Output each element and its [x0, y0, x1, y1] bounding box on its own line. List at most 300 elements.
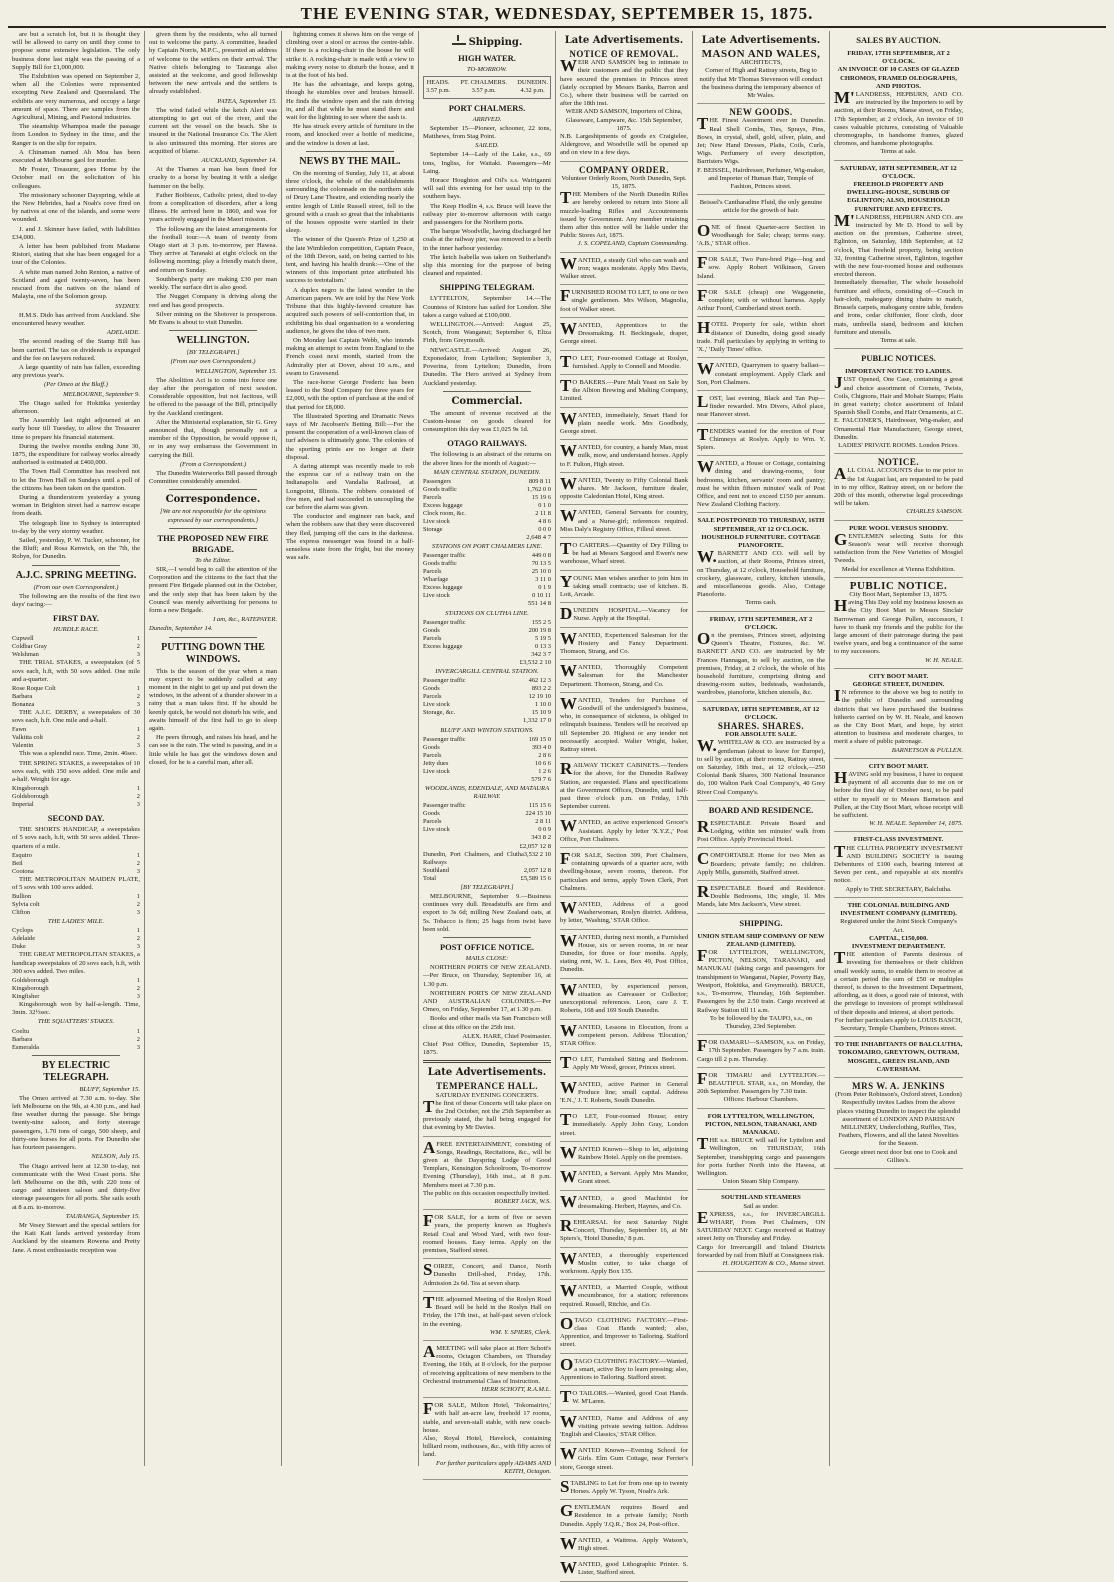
table-total: 342 3 7 [531, 650, 551, 658]
table-row [423, 592, 551, 600]
tide-entry: HEADS. 3.57 p.m. [426, 79, 451, 95]
byline: (From our own Correspondent.) [170, 358, 256, 366]
row-value: 0 10 11 [532, 592, 551, 600]
article-text: The Omeo arrived at 7.30 a.m. to-day. She left Melbourne on the 9th, at 4.30 p.m., and had fine weather during the passage. She brings twenty-nine saloon, and forty steerage passengers, 1.70 tons of cargo, 500 sheep, and thirty-one horses for all ports. For Dunedin she has fourteen passengers. [12, 1094, 140, 1152]
table-row [423, 818, 551, 826]
row-value: 3 [136, 993, 140, 1001]
article-headline: THE PROPOSED NEW FIRE BRIGADE. [157, 532, 269, 554]
row-value: 155 2 5 [531, 618, 551, 626]
article-text: During the twelve months ending June 30, 1875, the expenditure for railway works already authorised is estimated at £460,000. [12, 442, 140, 467]
advertisement: Beissel's Cantharadine Fluid, the only genuine article for the growth of hair. [697, 197, 825, 219]
advertisement: WANTED, a House or Cottage, containing dining and drawing-rooms, four bedrooms, kitchen, servants' room and pantry; must be within fifteen minutes' walk of Post Office, and rent not to exceed £150 per annum. New Zealand Clothing Factory. [697, 458, 825, 513]
advertisement: CITY BOOT MART. GEORGE STREET, DUNEDIN. IN reference to the above we beg to notify to the public of Dunedin and surrounding districts that we have purchased the business hitherto carried on by W. H. Neale, and known as the City Boot Mart, and hope, by strict attention to business and moderate charges, to merit a share of public patronage. BARNETSON & PULLEN. [834, 671, 963, 759]
advertisement: WANTED, Quarrymen to quarry ballast—constant employment. Apply Clark and Son, Port Chalmers. [697, 360, 825, 391]
advertisement: GENTLEMAN requires Board and Residence in a private family; North Dunedin. Apply 'J.Q.R.,' Box 24, Post-office. [560, 1502, 688, 1533]
dateline: MELBOURNE, September 9. [63, 390, 140, 398]
column-4 [419, 31, 556, 1475]
row-label: Excess luggage [423, 642, 463, 650]
row-value: 12 19 10 [528, 693, 551, 701]
article-text: On the morning of Sunday, July 11, at about three o'clock, the whole of the establishments surrounding the colonnade on the northern side of Drury Lane Theatre, and extending nearly the entire length of Little Russell street, fell to the ground with a crash so great that the inhabitants of the houses opposite were startled in their sleep. [286, 169, 414, 235]
advertisement: NOTICE OF REMOVAL. WEIR AND SAMSON beg to intimate to their customers and the public that they have secured the premises in Princes street (lately occupied by Messrs Banks, Barron and Co.), where their business will be carried on after the 18th inst. WEIR AND SAMSON, Importers of China, Glassware, Lampware, &c. 15th September, 1875. N.B. Largeshipments of goods ex Craigielee, Aldergrove, and Woodville will be opened up and on view in a few days. [560, 48, 688, 162]
summary-table [423, 851, 551, 875]
article-text: The missionary schooner Dayspring, while at the New Hebrides, had a Noah's cove fired on by natives at one of the islands, and some were wounded. [12, 191, 140, 224]
row-value: 70 13 5 [531, 560, 551, 568]
article-text: The conductor and engineer ran back, and when the robbers saw that they were discovered they fled, jumping off the cars in the darkness. The express messenger was found in a half-senseless state from the fright, but the money was safe. [286, 513, 414, 562]
dateline: Dunedin, September 14. [149, 625, 213, 633]
advertisement: WANTED, during next month, a Furnished House, six or seven rooms, in or near Dunedin, for three or four months. Apply, stating rent, W. L. Lees, Box 49, Post Office, Dunedin. [560, 932, 688, 979]
advertisement: COMPANY ORDER. Volunteer Orderly Room, North Dunedin, Sept. 15, 1875. THE Members of the North Dunedin Rifles are hereby ordered to return into Store all muzzle-loading Rifles and Accoutrements issued by Government. Any member retaining them after this notice will be liable under the Public Stores Act, 1875. J. S. COPELAND, Captain Commanding. [560, 164, 688, 253]
row-label: Passenger traffic [423, 677, 466, 685]
row-label: Excess luggage [423, 501, 463, 509]
advertisement: SATURDAY, 18TH SEPTEMBER, AT 12 O'CLOCK. FREEHOLD PROPERTY AND DWELLING-HOUSE, SUBURB OF EGLINTON; ALSO, HOUSEHOLD FURNITURE AND EFFECTS. M'LANDRESS, HEPBURN AND CO. are instructed by Mr D. Hood to sell by auction on the premises, Catherine street, Eglinton, on Saturday, 18th September, at 12 o'clock, That freehold property, being section 32, fronting Catherine street, Eglinton, together with the new four-roomed house and outhouses erected thereon. Immediately thereafter, The whole household furniture and effects, consisting of—Couch in hair-cloth, mahogany dining chairs to match, Brussels carpets, mahogany centre table, fenders and irons, cedar chiffonier, floor cloth, door mats, umbrella stand, bedroom and kitchen furniture and utensils. Terms at sale. [834, 163, 963, 349]
advertisement: TO LET, Four-roomed Cottage at Roslyn, furnished. Apply to Connell and Moodie. [560, 353, 688, 375]
row-value: 449 0 8 [531, 552, 551, 560]
notice-text: NORTHERN PORTS OF NEW ZEALAND.—Per Bruce, on Thursday, September 16, at 1.30 p.m. [423, 964, 551, 988]
article-text: SIR,—I would beg to call the attention of the Corporation and the citizens to the fact that the present Fire Brigade planned out in the October, and the only step that has been taken by the Council was merely advertising for persons to form a new Brigade. [149, 565, 277, 614]
subheading: MAILS CLOSE: [465, 954, 509, 962]
row-label: Passenger traffic [423, 802, 466, 810]
article-text: The Assembly last night adjourned at an early hour till Tuesday, to allow the Treasurer time to prepare his financial statement. [12, 417, 140, 441]
advertisement: SALE POSTPONED TO THURSDAY, 16TH SEPTEMBER, AT 12 O'CLOCK. HOUSEHOLD FURNITURE. COTTAGE PIANOFORTE. W.BARNETT AND CO. will sell by auction, at their Rooms, Princes street, on Thursday, at 12 o'clock, Household furniture, crockery, glassware, cutlery, kitchen utensils, and miscellaneous goods. Also, Cottage Pianoforte. Terms cash. [697, 515, 825, 611]
row-value: 393 4 0 [531, 743, 551, 751]
tide-entry: PT. CHALMERS. 3.57 p.m. [460, 79, 507, 95]
article-text: THE SPRING STAKES, a sweepstakes of 10 sovs each, with 150 sovs added. One mile and a-half. Weight for age. [12, 759, 140, 784]
advertisement: PUBLIC NOTICE. City Boot Mart, September 13, 1875. Having This Day sold my business known as the City Boot Mart to Messrs Sinclair Barrowman and George Pullen, successors, I have to thank my friends and the public for the large amount of their patronage during the past twelve years, and beg a continuance of the same to my successors. W. H. NEALE. [834, 580, 963, 669]
notice-text: NORTHERN PORTS OF NEW ZEALAND AND AUSTRALIAN COLONIES.—Per Omeo, on Friday, September 17, at 1.30 p.m. [423, 989, 551, 1014]
section-heading: BY ELECTRIC TELEGRAPH. [41, 1059, 111, 1083]
row-label: Live stock [423, 517, 450, 525]
row-value: 2 [136, 935, 140, 943]
table-row [12, 901, 140, 909]
notice-location: Chief Post Office, Dunedin, September 15, 1875. [423, 1041, 551, 1057]
article-text: THE TRIAL STAKES, a sweepstakes (of 5 sovs each, h.ft, with 50 sovs added. One mile and a-quarter. [12, 659, 140, 683]
section-heading: Late Advertisements. [564, 35, 684, 46]
article-text: After the Ministerial explanation, Sir G. Grey announced that, though personally not a member of the Opposition, he would oppose it, or in any way embarrass the Government in carrying the Bill. [149, 418, 277, 459]
table-row [12, 935, 140, 943]
article-text: The Exhibition was opened on September 2, when all the Colonies were represented excepting New Zealand and Queensland. The exhibits are very numerous, and occupy a large amount of space. There are samples from the Agricultural, Mining, and Pastoral industries. [12, 73, 140, 122]
table-row [12, 685, 140, 693]
table-row [423, 851, 551, 867]
row-value: 1 [136, 893, 140, 901]
subheading: PORT CHALMERS. [448, 102, 526, 113]
results-table [12, 977, 140, 1001]
advertisement: FOR SALE, Section 399, Port Chalmers, containing upwards of a quarter acre, with dwelling-house, seven rooms, thereon. For particulars and terms, apply Town Clerk, Port Chalmers. [560, 850, 688, 897]
row-value: 1 [136, 851, 140, 859]
advertisement: LOST, last evening, Black and Tan Pup—finder rewarded. Mrs Divers, Athol place, near Hanover street. [697, 393, 825, 424]
table-row [12, 651, 140, 659]
shipping-text: The Keep Hodlin 4, s.s. Bruce will leave the railway pier to-morrow afternoon with cargo and passengers for the Northern ports. [423, 202, 551, 227]
advertisement: MRS W. A. JENKINS (From Peter Robinson's, Oxford street, London) Respectfully invites Ladies from the above places visiting Dunedin to inspect the splendid assortment of LONDON AND PARISIAN MILLINERY, Underclothing, Ruffles, Ties, Feathers, Flowers, and all the latest Novelties for the Season. George street next door but one to Cook and Gillies's. [834, 1080, 963, 1169]
commercial-text: MELBOURNE, September 9.—Business continues very dull. Breadstuffs are firm and export to 3s 6d; milling New Zealand oats, at 5s. Tobacco is firm; 25 bags from twist have been sold. [423, 892, 551, 933]
returns-table [423, 619, 551, 651]
shipping-text: September 14—Lady of the Lake, s.s., 69 tons, Ingliss, for Waitaki. Passengers—Mr Laing. [423, 151, 551, 175]
table-row [423, 744, 551, 752]
table-row [12, 909, 140, 917]
row-value: 4 8 6 [538, 517, 551, 525]
table-row [423, 568, 551, 576]
row-label: Passenger traffic [423, 552, 466, 560]
returns-table [423, 802, 551, 834]
advertisement: WANTED, active Partner in General Produce line; small capital. Address 'E.N.,' J. T. Roberts, South Dunedin. [560, 1079, 688, 1110]
article-text: The race-horse George Frederic has been leased to the Stud Company for three years for £2,000, with the option of purchase at the end of that period for £8,000. [286, 378, 414, 411]
row-label: Cupwell [12, 635, 34, 643]
article-text: The second reading of the Stamp Bill has been carried. The tax on dividends is expunged and the fee on lawyers reduced. [12, 338, 140, 362]
advertisement: WANTED, a steady Girl who can wash and iron; wages moderate. Apply Mrs Davis, Walker street. [560, 255, 688, 286]
advertisement: CITY BOOT MART. HAVING sold my business, I have to request payment of all accounts due to me on or before the first day of October next, to be paid either to myself or to Messrs Barnetson and Pullen, at the City Boot Mart, whose receipt will be sufficient. W. H. NEALE. September 14, 1875. [834, 761, 963, 833]
article-text: THE GREAT METROPOLITAN STAKES, a handicap sweepstakes of 20 sovs each, h.ft, with 300 sovs added. Two miles. [12, 951, 140, 975]
subheading: SHIPPING TELEGRAM. [439, 282, 535, 293]
column-1 [8, 31, 145, 1466]
table-row [423, 768, 551, 776]
table-row [423, 635, 551, 643]
row-label: Live stock [423, 701, 450, 709]
table-row [423, 526, 551, 534]
row-label: Live stock [423, 767, 450, 775]
advertisement: NEW GOODS. THE Finest Assortment ever in Dunedin. Real Shell Combs, Ties, Sprays, Pins, Bows, in crystal, shell, gold, silver, plain, and Jet; New Hand Dresses, Plaits, Coils, Curls, Wigs. Perfumery of every description, Barristers Wigs. F. BEISSEL, Hairdresser, Perfumer, Wig-maker, and Importer of Human Hair, Temple of Fashion, Princes street. [697, 106, 825, 195]
row-value: 2 [136, 1035, 140, 1043]
article-text: The following are the latest arrangements for the football tour:—A team of twenty from Otago start at 3 p.m. to-morrow, per Hawea. They arrive at Taranaki at eight o'clock on the following morning; play a friendly match there, and return on Sunday. [149, 225, 277, 274]
advertisement: IMPORTANT NOTICE TO LADIES. JUST Opened, One Case, containing a great and choice assortment of Cornets, Twists, Coils, Chignons, Hair and Mohair Stamps; Plaits in great variety; choice assortment of Inlaid Spanish Shell Combs, and Hair Ornaments, at C. E. FALCONER'S, Hairdresser, Wig-maker, and Ornamental Hair Manufacturer, George street, Dunedin. LADIES' PRIVATE ROOMS. London Prices. [834, 366, 963, 454]
row-label: Excess luggage [423, 584, 463, 592]
advertisement: SOIREE, Concert, and Dance, North Dunedin Drill-shed, Friday, 17th. Admission 2s 6d. Tea at seven sharp. [423, 1261, 551, 1292]
advertisement: TO LET, Four-roomed House; entry immediately. Apply John Gray, London street. [560, 1111, 688, 1142]
row-value: 0 1 0 [538, 501, 551, 509]
table-total: 579 7 6 [531, 775, 551, 783]
byline: (From a Correspondent.) [179, 460, 247, 468]
row-label: Fawn [12, 726, 27, 734]
column-6 [693, 31, 830, 1466]
advertisement: WANTED, for country, a handy Man, must milk, mow, and understand horses. Apply to F. Fulton, High street. [560, 442, 688, 473]
advertisement: COMFORTABLE Home for two Men as Boarders; private family; no children. Apply Mills, gunsmith, Stafford street. [697, 850, 825, 881]
article-text: A Chinaman named Ah Moa has been executed at Melbourne gaol for murder. [12, 148, 140, 165]
byline: [BY TELEGRAPH.] [186, 349, 240, 357]
advertisement: FOR OAMARU—SAMSON, s.s. on Friday, 17th September. Passengers by 7 a.m. train. Cargo till 2 p.m. Thursday. [697, 1037, 825, 1068]
advertisement: WANTED, Lessons in Elocution, from a competent person. Address 'Elocution,' STAR Office. [560, 1022, 688, 1053]
section-heading: Shipping. [423, 35, 551, 49]
row-label: Goldsborough [12, 793, 49, 801]
row-value: 462 12 3 [528, 677, 551, 685]
advertisement: WANTED, immediately, Smart Hand for plain needle work. Mrs Goodbody, George street. [560, 410, 688, 441]
row-value: 2 [136, 734, 140, 742]
row-label: Bonanza [12, 701, 35, 709]
row-value: 2 [136, 901, 140, 909]
advertisement: TO THE INHABITANTS OF BALCLUTHA, TOKOMAIRO, GREYTOWN, OUTRAM, MOSGIEL, GREEN ISLAND, AND CAVERSHAM. [834, 1039, 963, 1078]
table-caption: BLUFF AND WINTON STATIONS. [440, 726, 534, 734]
article-text: At the Thames a man has been fined for cruelty to a horse by beating it with a sledge hammer on the belly. [149, 166, 277, 190]
row-value: 2 [136, 793, 140, 801]
advertisement: RESPECTABLE Private Board and Lodging, within ten minutes' walk from Post Office. Apply Provincial Hotel. [697, 818, 825, 849]
row-value: 25 10 0 [531, 568, 551, 576]
table-row [12, 943, 140, 951]
row-value: 2 [136, 693, 140, 701]
summary-total: Total £5,589 15 6 [423, 874, 551, 882]
row-label: Passenger traffic [423, 618, 466, 626]
commercial-text: The amount of revenue received at the Custom-house on goods cleared for consumption this day was £1,025 9s 1d. [423, 409, 551, 434]
advertisement: WANTED, good Lithographic Printer. S. Lister, Stafford street. [560, 1559, 688, 1581]
shipping-text: September 15—Pioneer, schooner, 22 tons, Matthews, from Stag Point. [423, 124, 551, 141]
row-value: 2 8 11 [535, 818, 551, 826]
article-text: The winner of the Queen's Prize of 1,250 at the late Wimbledon competition, Captain Peace, of the 18th Devon, said, on being carried to his tent, and having his health drunk:—'One of the winners of this important prize attributed his success to teetotalism.' [286, 236, 414, 285]
row-label: Live stock [423, 826, 450, 834]
advertisement: THE COLONIAL BUILDING AND INVESTMENT COMPANY (LIMITED). Registered under the Joint Stock Company's Act. CAPITAL, £150,000. INVESTMENT DEPARTMENT. THE attention of Parents desirous of investing for themselves or their children small weekly sums, to enable them to receive at a certain period the sum of £50 or multiples thereof, is drawn to the Investment Department, affording, as it does, a good rate of interest, with the privilege to investors of prompt withdrawal of their deposits and interest, at short periods. For further particulars apply to LOUIS BASCH, Secretary, Temple Chambers, Princes street. [834, 900, 963, 1037]
advertisement: WANTED, Twenty to Fifty Colonial Bank shares. Mr Jackson, furniture dealer, opposite Caledonian Hotel, King street. [560, 475, 688, 506]
row-label: Beil [12, 859, 23, 867]
row-value: 3 [136, 943, 140, 951]
newspaper-title: THE EVENING STAR, WEDNESDAY, SEPTEMBER 15, 1875. [300, 4, 814, 23]
row-label: Parcels [423, 493, 442, 501]
advertisement: FRIDAY, 17TH SEPTEMBER, AT 2 O'CLOCK. AN INVOICE OF 10 CASES OF GLAZED CHROMOS, FRAMED OLEOGRAPHS, AND PHOTOS. M'LANDRESS, HEPBURN, AND CO. are instructed by the Importers to sell by auction, at their Rooms, Manse street, on Friday, 17th September, at 2 o'clock, An invoice of 10 cases valuable pictures, consisting of Valuable chromographs, in handsome frames, glazed chromos, and handsome photographs. Terms at sale. [834, 48, 963, 161]
article-text: Silver mining on the Shotover is prosperous. Mr Evans is about to visit Dunedin. [149, 310, 277, 326]
dateline: TAURANGA, September 15. [65, 1212, 140, 1220]
table-row [12, 742, 140, 750]
table-row [423, 709, 551, 717]
column-5 [556, 31, 693, 1578]
subheading: OTAGO RAILWAYS. [447, 438, 527, 449]
returns-table [423, 677, 551, 717]
dateline: SYDNEY. [115, 302, 140, 310]
table-row [12, 868, 140, 876]
byline: (From our own Correspondent.) [33, 583, 119, 591]
row-label: Goods [423, 810, 440, 818]
article-text: The telegraph line to Sydney is interrupted to-day by the very stormy weather. [12, 519, 140, 535]
row-value: 0 13 3 [535, 642, 551, 650]
row-label: Kingfisher [12, 993, 40, 1001]
advertisement: MASON AND WALES, ARCHITECTS, Corner of High and Rattray streets, Beg to notify that Mr Thomas Stevenson will conduct the business during the temporary absence of Mr Wales. [697, 48, 825, 104]
table-row [423, 760, 551, 768]
table-total: £3,532 2 10 [519, 658, 551, 666]
race-name: THE SQUATTERS' STAKES. [37, 1018, 115, 1026]
table-row [423, 701, 551, 709]
article-text: THE METROPOLITAN MAIDEN PLATE, of 5 sovs with 100 sovs added. [12, 875, 140, 892]
byline: (Per Omeo at the Bluff.) [44, 381, 108, 389]
article-text: The Abolition Act is to come into force one day after the prorogation of next session. Considerable opposition, but not factious, will be offered to the passage of the Bill, principally by the Auckland contingent. [149, 376, 277, 417]
row-value: 3 [136, 801, 140, 809]
table-row [423, 560, 551, 568]
results-table [12, 685, 140, 709]
advertisement: STABLING to Let for from one up to twenty Horses. Apply W. Tyson, Noah's Ark. [560, 1478, 688, 1500]
shipping-text: NEWCASTLE.—Arrived: August 26, Exponedator, from Lyttelton; September 3, Poverina, from Lyttelton; Dunedin, from Dunedin. The Hero arrived at Sydney from Auckland yesterday. [423, 346, 551, 387]
advertisement: THE adjourned Meeting of the Roslyn Road Board will be held in the Roslyn Hall on Friday, the 17th inst., at half-past seven o'clock in the evening. WM. Y. SPIERS, Clerk. [423, 1294, 551, 1341]
article-text: He has struck every article of furniture in the room, and knocked over a bottle of medicine, and the window is down at last. [286, 123, 414, 147]
table-row [12, 635, 140, 643]
table-caption: INVERCARGILL CENTRAL STATION. [435, 668, 539, 676]
advertisement: FOR LYTTELTON, WELLINGTON, PICTON, NELSON, TARANAKI, AND MANAKAU. THE s.s. BRUCE will sail for Lyttelton and Wellington, on THURSDAY, 16th September, transhipping cargo and passengers for ports further North into the Hawea, at Wellington. Union Steam Ship Company. [697, 1111, 825, 1191]
article-text: Southberg's party are making £30 per man weekly. The surface dirt is also good. [149, 275, 277, 292]
signature: ALEX. HARE, Chief Postmaster. [462, 1032, 551, 1040]
row-value: 0 0 9 [538, 826, 551, 834]
column-7 [830, 31, 967, 1466]
row-value: 1 [136, 1027, 140, 1035]
tide-date: TO-MORROW. [466, 66, 508, 73]
row-value: 3 [136, 1043, 140, 1051]
table-row [12, 1044, 140, 1052]
article-text: During a thunderstorm yesterday a young woman in Brighton street had a narrow escape from death. [12, 493, 140, 518]
section-heading: Commercial. [451, 395, 523, 407]
article-text: The Otago sailed for Hokitika yesterday afternoon. [12, 399, 140, 415]
advertisement: TO LET, Furnished Sitting and Bedroom. Apply Mr Wood, grocer, Princes street. [560, 1054, 688, 1076]
table-caption: STATIONS ON PORT CHALMERS LINE. [431, 543, 543, 551]
row-label: Sylvia colt [12, 901, 40, 909]
table-row [12, 1036, 140, 1044]
row-value: 2 [136, 643, 140, 651]
article-text: The following are the results of the first two days' racing:— [12, 592, 140, 608]
advertisement: TEMPERANCE HALL. SATURDAY EVENING CONCERTS. The first of these Concerts will take place on the 2nd October, not the 25th September as previously stated, the hall being engaged for that evening by Mr Davies. [423, 1080, 551, 1136]
table-row [423, 502, 551, 510]
advertisement: NOTICE. ALL COAL ACCOUNTS due to me prior to the 1st August last, are requested to be paid in to my office, Rattray street, on or before the 20th of this month, otherwise legal proceedings will be taken. CHARLES SAMSON. [834, 456, 963, 520]
table-total: 1,332 17 0 [522, 717, 551, 725]
article-text: A white man named John Renton, a native of Scotland and aged twenty-seven, has been rescued from the natives on the island of Malayta, one of the Solomon group. [12, 268, 140, 301]
subheading: SECOND DAY. [47, 813, 105, 824]
row-value: 3,532 2 10 [523, 850, 551, 858]
tide-entry: DUNEDIN. 4.32 p.m. [517, 79, 548, 95]
row-value: 809 8 11 [528, 477, 551, 485]
advertisement: FIRST-CLASS INVESTMENT. THE CLUTHA PROPERTY INVESTMENT AND BUILDING SOCIETY is issuing Debentures of £100 each, bearing interest at Seven per cent., and repayable at six month's notice. Apply to THE SECRETARY, Balclutha. [834, 834, 963, 897]
table-row [423, 494, 551, 502]
row-label: Goods [423, 743, 440, 751]
table-row [423, 518, 551, 526]
article-text: A letter has been published from Madame Ristori, stating that she has been engaged for a tour of the Colonies. [12, 243, 140, 267]
article-text: Sailed, yesterday, P. W. Tucker, schooner, for the Bluff; and Rosa Kenwick, on the 7th, the Robyn, for Dunedin. [12, 536, 140, 561]
table-row [423, 510, 551, 518]
row-value: 169 15 0 [528, 735, 551, 743]
table-row [12, 893, 140, 901]
table-total: 2,648 4 7 [526, 533, 551, 541]
returns-table [423, 736, 551, 776]
dateline: BLUFF, September 15. [79, 1085, 140, 1093]
row-label: Passengers [423, 477, 452, 485]
table-row [12, 977, 140, 985]
row-value: 1 [136, 927, 140, 935]
subheading: ARRIVED. [472, 115, 502, 123]
table-row [423, 478, 551, 486]
article-text: THE A.J.C. DERBY, a sweepstakes of 30 sovs each, h.ft. One mile and a-half. [12, 709, 140, 725]
row-value: 3 11 0 [535, 576, 551, 584]
row-value: 2,057 12 8 [523, 866, 551, 874]
row-label: Barbara [12, 1035, 33, 1043]
shipping-text: Horace Houghton and Oil's s.s. Wairiganni will sail this evening for her usual trip to the southern bays. [423, 177, 551, 201]
returns-table [423, 552, 551, 600]
shipping-text: LYTTELTON, September 14.—The Countess of Kintore has sailed for London. She takes a cargo valued at £100,000. [423, 295, 551, 319]
article-text: Mr Foster, Treasurer, goes Home by the October mail on the solicitation of his colleagues. [12, 166, 140, 190]
article-text: This was a splendid race. Time, 2min. 46sec. [19, 750, 138, 758]
section-heading: Late Advertisements. [701, 35, 821, 46]
row-label: Adelaide [12, 935, 36, 943]
row-value: 115 15 6 [528, 802, 551, 810]
row-value: 1 10 0 [535, 701, 551, 709]
dateline: ADELAIDE. [106, 329, 140, 337]
section-heading: BOARD AND RESIDENCE. [708, 804, 814, 815]
table-row [423, 619, 551, 627]
row-label: Bullion [12, 893, 32, 901]
article-text: He peers through, and raises his head, and he can see is the rain. The wind is passing, and in a little while he has got the windows down and closed, for he is a careful man, after all. [149, 734, 277, 766]
article-text: are but a scratch lot, but it is thought they will be allowed to carry on until they come to propose some extensive legislation. The only business done last night was the passing of a Supply Bill for £1,000,000. [12, 31, 140, 71]
row-label: Esquiro [12, 851, 32, 859]
advertisement: WANTED, Experienced Salesman for the Hosiery and Fancy Department. Thomson, Strang, and Co. [560, 630, 688, 661]
row-label: Kingsborough [12, 785, 49, 793]
table-caption: MAIN CENTRAL STATION, DUNEDIN. [433, 468, 541, 476]
row-label: Clock room, &c. [423, 509, 466, 517]
advertisement: FOR TIMARU and LYTTELTON.—BEAUTIFUL STAR, s.s., on Monday, the 20th September. Passengers by 7.30 train. Offices: Harbour Chambers. [697, 1070, 825, 1109]
race-name: THE LADIES' MILE. [47, 918, 105, 926]
notice-text: Books and other mails via San Francisco will close at this office on the 25th inst. [423, 1015, 551, 1031]
masthead [8, 4, 1106, 28]
row-label: Cyclops [12, 927, 33, 935]
advertisement: FURNISHED ROOM TO LET, to one or two single gentlemen. Mrs Wilson, Magnolia, foot of Walker street. [560, 287, 688, 318]
row-label: Duke [12, 943, 26, 951]
advertisement: OTAGO CLOTHING FACTORY.—Wanted, a smart, active Boy to learn pressing; also, Apprentices to Tailoring. Stafford street. [560, 1356, 688, 1387]
section-heading: SHIPPING. [739, 917, 783, 928]
table-row [12, 734, 140, 742]
table-row [423, 576, 551, 584]
advertisement: AFREE ENTERTAINMENT, consisting of Songs, Readings, Recitations, &c., will be given at the Dayspring Lodge of Good Templars, Kensington Schoolroom, To-morrow Evening (Thursday), 16th inst., at 8 p.m. Members meet at 7.30 p.m. The public on this occasion respectfully invited. ROBERT JACK, W.S. [423, 1139, 551, 1211]
advertisement: TENDERS wanted for the erection of Four Chimneys at Roslyn. Apply to Wm. Y. Spiers. [697, 426, 825, 457]
tide-table [423, 76, 551, 98]
row-value: 1 [136, 635, 140, 643]
row-label: Goldsborough [12, 977, 49, 985]
row-label: Barbara [12, 693, 33, 701]
advertisement: REHEARSAL for next Saturday Night Concert, Thursday, September 16, at Mr Spiers's, 'Hotel Dunedin,' 8 p.m. [560, 1217, 688, 1248]
row-label: Live stock [423, 592, 450, 600]
row-value: 1,762 0 0 [527, 485, 551, 493]
table-row [12, 985, 140, 993]
advertisement: FRIDAY, 17TH SEPTEMBER, AT 2 O'CLOCK. On the premises, Princes street, adjoining Queen's Theatre, Fixtures, &c. W. BARNETT AND CO. are instructed by Mr Frances Hannagan, to sell by auction, on the premises, Friday, at 2 o'clock, the whole of his household furniture, comprising dining and drawing-room suites, bedsteads, washstands, wardrobes, pianoforte, kitchen utensils, &c. [697, 614, 825, 702]
row-value: 0 0 0 [538, 525, 551, 533]
row-value: 1 [136, 685, 140, 693]
table-row [423, 584, 551, 592]
advertisement: RAILWAY TICKET CABINETS.—Tenders for the above, for the Dunedin Railway Station, are requested. Plans and specifications at the Government Offices, Dunedin, until half-past three o'clock p.m. on Friday, 17th September current. [560, 760, 688, 815]
advertisement: HOTEL Property for sale, within short distance of Dunedin, doing good steady trade. Full particulars by applying in writing to 'X.,' 'Daily Times' office. [697, 319, 825, 358]
article-text: This is the season of the year when a man may expect to be suddenly called at any moment in the night to get up and put down the windows, in the advent of a thunder shower in a rainy that a man takes first. If he should be keenly quick, he would not disturb his wife, and awaits himself of the first hall to go to sleep again. [149, 667, 277, 733]
advertisement: ONE of finest Quarter-acre Section in Woodhaugh for Sale; cheap; terms easy. 'A.B.,' STAR office. [697, 222, 825, 253]
advertisement: PURE WOOL VERSUS SHODDY. GENTLEMEN selecting Suits for this Season's wear will receive thorough satisfaction from the New Varieties of Mosgiel Tweeds. Medal for excellence at Vienna Exhibition. [834, 523, 963, 578]
article-text: The Dunedin Waterworks Bill passed through Committee considerably amended. [149, 469, 277, 486]
row-value: 10 6 6 [535, 759, 551, 767]
row-label: Parcels [423, 693, 442, 701]
advertisement: WANTED, Tenders for Purchase of Goodwill of the undersigned's business, who, in consequence of sickness, is obliged to relinquish business. Tenders will be received up till September 20. Highest or any tender not necessarily accepted. Walter Wright, baker, Rattray street. [560, 695, 688, 758]
columns [8, 31, 1106, 1578]
section-heading: A.J.C. SPRING MEETING. [15, 569, 137, 581]
row-label: Esmeralda [12, 1043, 39, 1051]
article-text: H.M.S. Dido has arrived from Auckland. She encountered heavy weather. [12, 311, 140, 327]
dateline: NELSON, July 15. [91, 1153, 140, 1161]
table-row [423, 552, 551, 560]
row-label: Parcels [423, 568, 442, 576]
article-text: A daring attempt was recently made to rob the express car of a railway train on the Indianapolis and Vandalia Railroad, at Longpoint, Illinois. The robbers consisted of five men, and had succeeded in uncoupling the car before the alarm was given. [286, 462, 414, 511]
row-label: Welshman [12, 651, 39, 659]
row-label: Goods [423, 626, 440, 634]
table-row [12, 793, 140, 801]
advertisement: WANTED, a good Machinist for dressmaking. Herbert, Haynes, and Co. [560, 1193, 688, 1215]
table-row [423, 867, 551, 875]
row-label: Parcels [423, 751, 442, 759]
table-row [12, 726, 140, 734]
row-label: Wharfage [423, 576, 449, 584]
article-text: On Monday last Captain Webb, who intends making an attempt to swim from England to the French coast next month, started from the Admiralty pier at Dover, about 10 a.m., and swam to Gravesend. [286, 336, 414, 377]
section-heading: NEWS BY THE MAIL. [299, 155, 401, 167]
row-value: 893 2 2 [531, 685, 551, 693]
section-heading: WELLINGTON. [176, 335, 250, 347]
table-row [423, 826, 551, 834]
row-label: Kingsborough [12, 985, 49, 993]
advertisement: OTAGO CLOTHING FACTORY.—First-class Coat Hands wanted; also, Apprentice, and Improver to Tailoring. Stafford street. [560, 1315, 688, 1354]
advertisement: WANTED, an active experienced Grocer's Assistant. Apply by letter 'X.Y.Z.,' Post Office, Port Chalmers. [560, 817, 688, 848]
table-row [12, 693, 140, 701]
row-value: 2 [136, 985, 140, 993]
row-value: 2 [136, 859, 140, 867]
row-value: 15 10 9 [531, 709, 551, 717]
row-value: 5 19 5 [535, 634, 551, 642]
table-row [423, 685, 551, 693]
